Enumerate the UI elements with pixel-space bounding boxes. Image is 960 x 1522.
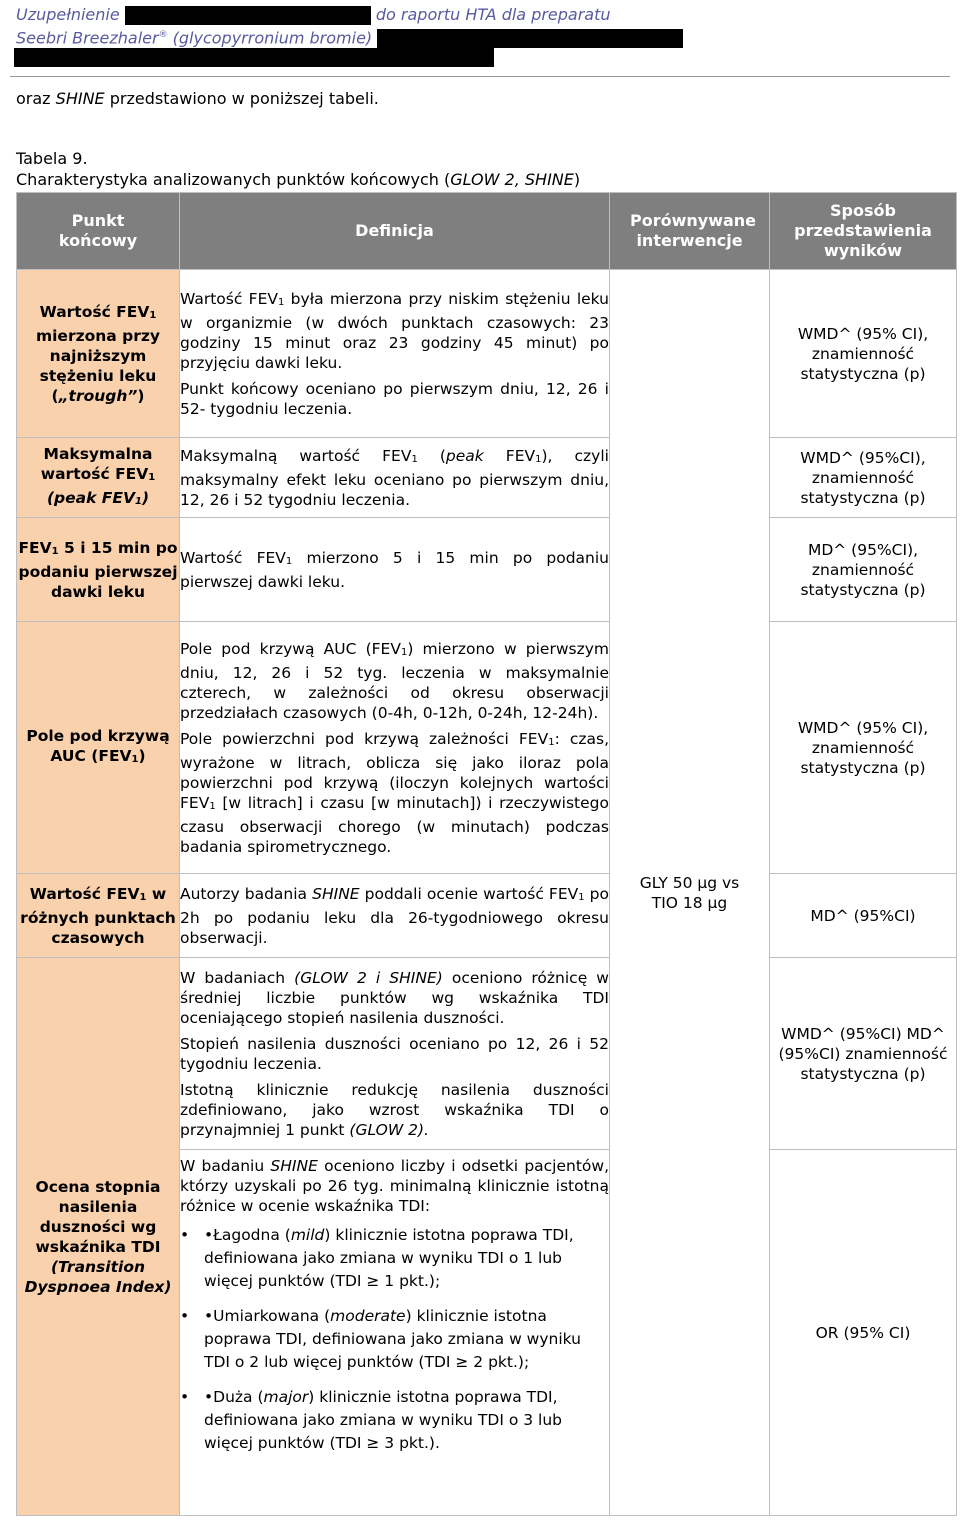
table-row	[17, 438, 957, 518]
result-cell: OR (95% CI)	[770, 1150, 957, 1516]
endpoints-table	[16, 192, 957, 1516]
result-cell: WMD^ (95% CI), znamienność statystyczna (p)	[770, 622, 957, 874]
table-header-row	[17, 193, 957, 270]
result-cell: MD^ (95%CI)	[770, 874, 957, 958]
col-header-comparison: Porównywane interwencje	[610, 193, 770, 270]
table-row	[17, 270, 957, 438]
document-header: Uzupełnienie do raportu HTA dla preparatu Seebri Breezhaler® (glycopyrronium bromie)	[16, 4, 683, 67]
intro-text: oraz SHINE przedstawiono w poniższej tabeli.	[16, 89, 379, 108]
col-header-result: Sposób przedstawienia wyników	[770, 193, 957, 270]
endpoint-cell: $FEV_1$ 5 i 15 min po podaniu pierwszej dawki leku	[17, 518, 180, 622]
table-row	[17, 958, 957, 1150]
definition-cell: W badaniach (GLOW 2 i SHINE) oceniono różnicę w średniej liczbie punktów wg wskaźnika TDI oceniającego stopień nasilenia duszności. Stopień nasilenia duszności oceniano po 12, 26 i 52 tygodniu leczenia. Istotną klinicznie redukcję nasilenia duszności zdefiniowano, jako wzrost wskaźnika TDI o przynajmniej 1 punkt (GLOW 2).	[180, 958, 610, 1150]
list-item: • •Łagodna (mild) klinicznie istotna poprawa TDI, definiowana jako zmiana w wyniku TDI o 1 lub więcej punktów (TDI ≥ 1 pkt.);	[180, 1226, 574, 1290]
endpoint-cell: Wartość $FEV_1$ w różnych punktach czasowych	[17, 874, 180, 958]
col-header-definition: Definicja	[180, 193, 610, 270]
definition-cell: W badaniu SHINE oceniono liczby i odsetki pacjentów, którzy uzyskali po 26 tyg. minimalną klinicznie istotną różnice w ocenie wskaźnika TDI: • •Łagodna (mild) klinicznie istotna poprawa TDI, definiowana jako zmiana w wyniku TDI o 1 lub więcej punktów (TDI ≥ 1 pkt.); • •Umiarkowana (moderate) klinicznie istotna poprawa TDI, definiowana jako zmiana w wyniku TDI o 2 lub więcej punktów (TDI ≥ 2 pkt.); • •Duża (major) klinicznie istotna poprawa TDI, definiowana jako zmiana w wyniku TDI o 3 lub więcej punktów (TDI ≥ 3 pkt.).	[180, 1150, 610, 1516]
severity-list	[180, 1224, 609, 1455]
definition-cell: Autorzy badania SHINE poddali ocenie wartość $FEV_1$ po 2h po podaniu leku dla 26-tygodniowego okresu obserwacji.	[180, 874, 610, 958]
header-label: Uzupełnienie	[16, 5, 120, 24]
comparison-cell: GLY 50 µg vs TIO 18 µg	[610, 270, 770, 1516]
table-row	[17, 622, 957, 874]
list-item: • •Duża (major) klinicznie istotna poprawa TDI, definiowana jako zmiana w wyniku TDI o 3 lub więcej punktów (TDI ≥ 3 pkt.).	[180, 1388, 563, 1452]
result-cell: WMD^ (95% CI), znamienność statystyczna (p)	[770, 270, 957, 438]
header-report: do raportu HTA dla preparatu	[375, 5, 611, 24]
col-header-endpoint: Punkt końcowy	[17, 193, 180, 270]
redaction-bar	[125, 6, 371, 25]
endpoint-cell: Ocena stopnia nasilenia duszności wg wskaźnika TDI (Transition Dyspnoea Index)	[17, 958, 180, 1516]
table-title: Charakterystyka analizowanych punktów końcowych (GLOW 2, SHINE)	[16, 170, 581, 189]
result-cell: WMD^ (95%CI) MD^ (95%CI) znamienność statystyczna (p)	[770, 958, 957, 1150]
redaction-bar	[14, 48, 494, 67]
result-cell: MD^ (95%CI), znamienność statystyczna (p)	[770, 518, 957, 622]
list-item: • •Umiarkowana (moderate) klinicznie istotna poprawa TDI, definiowana jako zmiana w wyniku TDI o 2 lub więcej punktów (TDI ≥ 2 pkt.);	[180, 1307, 581, 1371]
definition-cell: Pole pod krzywą AUC $(FEV_1)$ mierzono w pierwszym dniu, 12, 26 i 52 tyg. leczenia w maksymalnie czterech, w zależności od okresu obserwacji przedziałach czasowych (0-4h, 0-12h, 0-24h, 12-24h). Pole powierzchni pod krzywą zależności $FEV_1$: czas, wyrażone w litrach, oblicza się jako iloraz pola powierzchni pod krzywą (iloczyn kolejnych wartości $FEV_1$ [w litrach] i czasu [w minutach]) i rzeczywistego czasu obserwacji chorego (w minutach) podczas badania spirometrycznego.	[180, 622, 610, 874]
table-row	[17, 874, 957, 958]
table-row	[17, 518, 957, 622]
result-cell: WMD^ (95%CI), znamienność statystyczna (p)	[770, 438, 957, 518]
definition-cell: Wartość $FEV_1$ mierzono 5 i 15 min po podaniu pierwszej dawki leku.	[180, 518, 610, 622]
table-caption	[16, 148, 580, 190]
endpoint-cell: Wartość $FEV_1$ mierzona przy najniższym stężeniu leku („trough”)	[17, 270, 180, 438]
header-substance: (glycopyrronium bromie)	[172, 28, 373, 48]
definition-cell: Wartość $FEV_1$ była mierzona przy niskim stężeniu leku w organizmie (w dwóch punktach czasowych: 23 godziny 15 minut oraz 23 godziny 45 minut) po przyjęciu dawki leku. Punkt końcowy oceniano po pierwszym dniu, 12, 26 i 52- tygodniu leczenia.	[180, 270, 610, 438]
endpoint-cell: Pole pod krzywą AUC $(FEV_1)$	[17, 622, 180, 874]
definition-cell: Maksymalną wartość $FEV_1$ (peak $FEV_1$), czyli maksymalny efekt leku oceniano po pierwszym dniu, 12, 26 i 52 tygodniu leczenia.	[180, 438, 610, 518]
table-number: Tabela 9.	[16, 149, 88, 168]
header-divider	[10, 76, 950, 77]
header-drug: Seebri Breezhaler	[16, 28, 159, 48]
endpoint-cell: Maksymalna wartość $FEV_1$ (peak $FEV_1$)	[17, 438, 180, 518]
